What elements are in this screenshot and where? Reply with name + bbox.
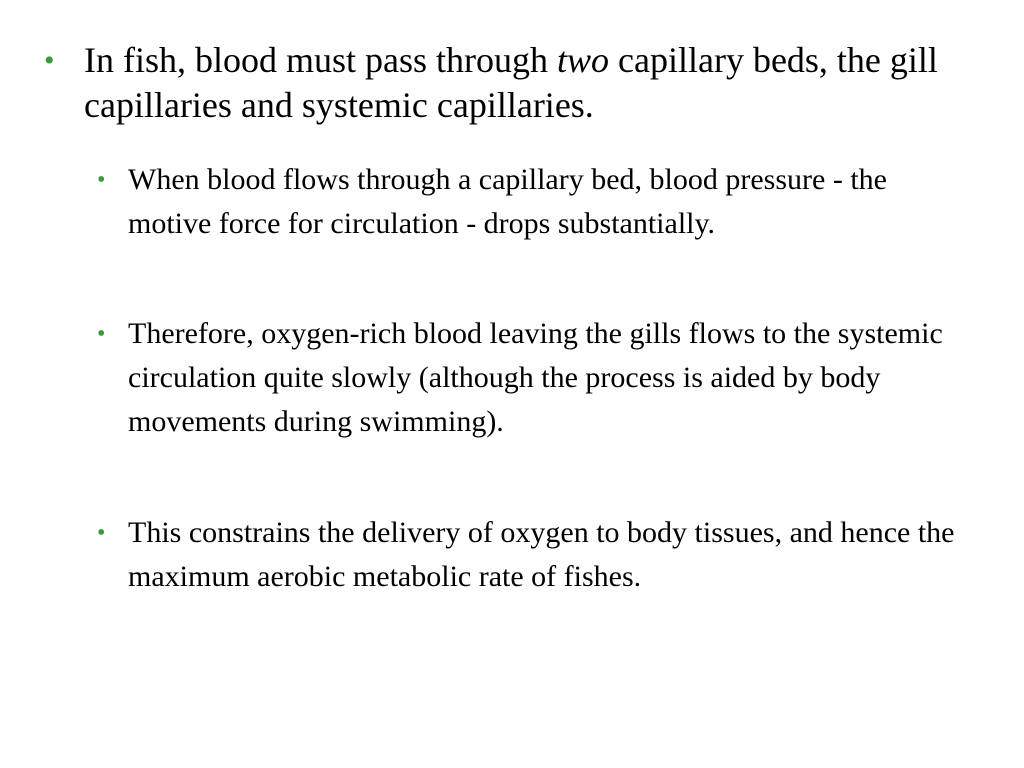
main-bullet-text-end: capillary beds, the gill capillaries and systemic capillaries. xyxy=(84,40,938,125)
sub-bullet xyxy=(97,158,957,246)
bullet-icon: • xyxy=(44,44,55,77)
bullet-icon: • xyxy=(97,321,106,347)
sub-bullet-text: This constrains the delivery of oxygen to body tissues, and hence the maximum aerobic metabolic rate of fishes. xyxy=(128,516,955,593)
bullet-icon: • xyxy=(97,167,106,193)
bullet-icon: • xyxy=(97,520,106,546)
sub-bullet-text: Therefore, oxygen-rich blood leaving the gills flows to the systemic circulation quite slowly (although the process is aided by body movements during swimming). xyxy=(128,317,943,438)
sub-bullet xyxy=(97,312,957,444)
sub-bullet xyxy=(97,511,957,599)
main-bullet-text-start: In fish, blood must pass through xyxy=(84,40,557,80)
main-bullet-text xyxy=(84,38,944,128)
sub-bullet-text: When blood flows through a capillary bed, blood pressure - the motive force for circulation - drops substantially. xyxy=(128,163,887,240)
main-bullet-emphasis: two xyxy=(557,40,610,80)
main-bullet xyxy=(44,38,944,128)
